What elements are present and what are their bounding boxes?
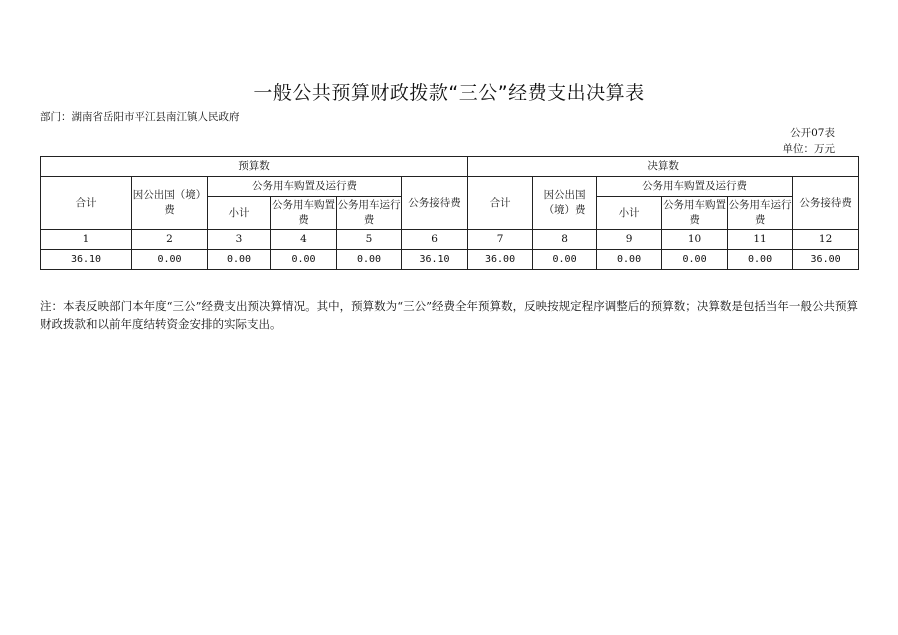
value-cell: 0.00 — [662, 250, 728, 270]
column-number: 3 — [208, 230, 271, 250]
value-cell: 0.00 — [597, 250, 662, 270]
value-cell: 0.00 — [271, 250, 337, 270]
header-final-vehicle-operation: 公务用车运行费 — [728, 197, 793, 230]
column-number: 5 — [337, 230, 402, 250]
header-budget-vehicle: 公务用车购置及运行费 — [208, 177, 402, 197]
header-final-group: 决算数 — [468, 157, 859, 177]
value-cell: 0.00 — [728, 250, 793, 270]
unit-label: 单位：万元 — [782, 143, 835, 155]
header-final-vehicle: 公务用车购置及运行费 — [597, 177, 793, 197]
header-budget-abroad: 因公出国（境）费 — [132, 177, 208, 230]
header-final-vehicle-purchase: 公务用车购置费 — [662, 197, 728, 230]
column-number: 12 — [793, 230, 859, 250]
column-number: 8 — [533, 230, 597, 250]
header-final-abroad: 因公出国（境）费 — [533, 177, 597, 230]
column-number-row — [41, 230, 859, 250]
column-number: 9 — [597, 230, 662, 250]
value-cell: 36.10 — [402, 250, 468, 270]
header-budget-group: 预算数 — [41, 157, 468, 177]
value-cell: 0.00 — [533, 250, 597, 270]
table-row — [41, 250, 859, 270]
three-public-expenses-table — [40, 156, 859, 270]
value-cell: 0.00 — [337, 250, 402, 270]
header-budget-vehicle-operation: 公务用车运行费 — [337, 197, 402, 230]
header-final-subtotal: 小计 — [597, 197, 662, 230]
table-code: 公开07表 — [790, 127, 835, 139]
footnote: 注：本表反映部门本年度“三公”经费支出预决算情况。其中，预算数为“三公”经费全年预算数，反映按规定程序调整后的预算数；决算数是包括当年一般公共预算财政拨款和以前年度结转资金安排的实际支出。 — [40, 299, 858, 331]
value-cell: 36.10 — [41, 250, 132, 270]
column-number: 4 — [271, 230, 337, 250]
value-cell: 36.00 — [468, 250, 533, 270]
header-budget-reception: 公务接待费 — [402, 177, 468, 230]
header-budget-subtotal: 小计 — [208, 197, 271, 230]
value-cell: 0.00 — [132, 250, 208, 270]
header-row-columns — [41, 177, 859, 197]
column-number: 2 — [132, 230, 208, 250]
column-number: 11 — [728, 230, 793, 250]
header-budget-total: 合计 — [41, 177, 132, 230]
column-number: 7 — [468, 230, 533, 250]
header-budget-vehicle-purchase: 公务用车购置费 — [271, 197, 337, 230]
header-final-total: 合计 — [468, 177, 533, 230]
column-number: 6 — [402, 230, 468, 250]
column-number: 10 — [662, 230, 728, 250]
header-row-groups — [41, 157, 859, 177]
page-title: 一般公共预算财政拨款“三公”经费支出决算表 — [253, 82, 645, 104]
header-final-reception: 公务接待费 — [793, 177, 859, 230]
value-cell: 36.00 — [793, 250, 859, 270]
department-label: 部门：湖南省岳阳市平江县南江镇人民政府 — [40, 111, 240, 123]
value-cell: 0.00 — [208, 250, 271, 270]
column-number: 1 — [41, 230, 132, 250]
